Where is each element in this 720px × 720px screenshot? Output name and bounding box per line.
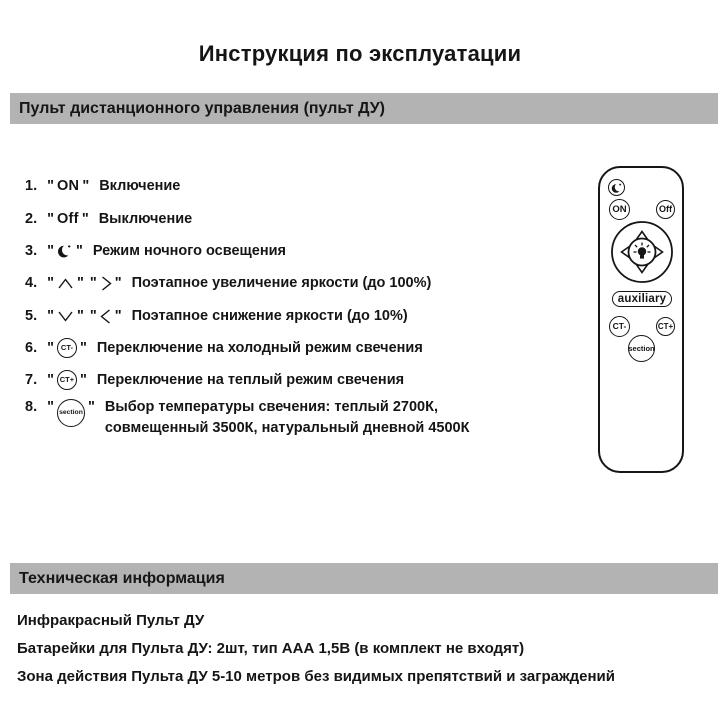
item-number: 7. [25, 372, 38, 388]
item-label: Поэтапное снижение яркости (до 10%) [131, 308, 408, 324]
ct-plus-icon: CT+ [57, 370, 77, 390]
instruction-item-4 [25, 273, 431, 293]
item-number: 5. [25, 308, 38, 324]
item-number: 3. [25, 243, 38, 259]
item-label: Переключение на теплый режим свечения [96, 372, 405, 388]
quote-mark: " [114, 308, 122, 324]
item-label: Выключение [98, 211, 193, 227]
item-label-line2: совмещенный 3500К, натуральный дневной 4500К [104, 420, 470, 436]
item-number: 2. [25, 211, 38, 227]
item-number: 4. [25, 275, 38, 291]
ct-minus-icon: CT- [57, 338, 77, 358]
section-button [628, 335, 655, 362]
quote-mark: " [47, 372, 54, 388]
item-number: 1. [25, 178, 38, 194]
moon-icon [57, 243, 73, 259]
quote-mark: " [47, 399, 54, 415]
instruction-item-3 [25, 241, 286, 261]
quote-mark: " [47, 243, 54, 259]
ct-minus-button-label: CT- [612, 321, 627, 332]
item-label: Поэтапное увеличение яркости (до 100%) [131, 275, 432, 291]
quote-mark: " [75, 243, 83, 259]
quote-mark: " [82, 178, 90, 194]
ct-plus-button [656, 317, 675, 336]
instruction-item-5 [25, 306, 408, 326]
quote-mark: " [79, 372, 87, 388]
ct-plus-button-label: CT+ [657, 321, 674, 331]
section-header-tech-label: Техническая информация [19, 569, 225, 587]
item-number: 8. [25, 399, 38, 415]
section-button-label: section [628, 343, 655, 353]
quote-mark: " [47, 308, 54, 324]
instruction-item-7 [25, 370, 404, 390]
quote-mark: " [47, 275, 54, 291]
on-button-label: ON [612, 203, 627, 215]
section-header-tech [10, 563, 718, 594]
moon-icon [611, 182, 623, 194]
section-icon: section [57, 399, 85, 427]
off-symbol: Off [56, 211, 79, 227]
quote-mark: " [76, 275, 84, 291]
night-mode-button [608, 179, 625, 196]
quote-mark: " [79, 340, 87, 356]
instruction-item-1 [25, 176, 180, 196]
chevron-right-icon [100, 275, 112, 292]
quote-mark: " [76, 308, 84, 324]
off-button [656, 200, 675, 219]
off-button-label: Off [659, 204, 672, 214]
item-label-line1: Выбор температуры свечения: теплый 2700К, [104, 399, 439, 415]
item-number: 6. [25, 340, 38, 356]
quote-mark: " [87, 399, 95, 415]
quote-mark: " [47, 340, 54, 356]
instruction-item-8 [25, 397, 469, 439]
chevron-up-icon [57, 277, 74, 290]
brightness-dpad [611, 221, 673, 283]
chevron-left-icon [100, 308, 112, 325]
quote-mark: " [89, 275, 97, 291]
section-header-remote-label: Пульт дистанционного управления (пульт ДУ) [19, 99, 385, 117]
on-button [609, 199, 630, 220]
remote-control-illustration [598, 166, 684, 473]
chevron-down-icon [57, 310, 74, 323]
auxiliary-button-label: auxiliary [617, 293, 667, 305]
quote-mark: " [81, 211, 89, 227]
on-symbol: ON [56, 178, 80, 194]
tech-line-3: Зона действия Пульта ДУ 5-10 метров без видимых препятствий и заграждений [17, 667, 615, 685]
item-label [105, 397, 470, 439]
section-header-remote [10, 93, 718, 124]
instruction-item-6 [25, 338, 423, 358]
quote-mark: " [47, 178, 54, 194]
tech-line-2: Батарейки для Пульта ДУ: 2шт, тип ААА 1,5В (в комплект не входят) [17, 639, 525, 657]
quote-mark: " [47, 211, 54, 227]
item-label: Включение [99, 178, 181, 194]
page-title: Инструкция по эксплуатации [198, 41, 522, 66]
item-label: Переключение на холодный режим свечения [96, 340, 423, 356]
auxiliary-button [612, 291, 672, 307]
quote-mark: " [114, 275, 122, 291]
item-label: Режим ночного освещения [92, 243, 286, 259]
instruction-item-2 [25, 209, 192, 229]
ct-minus-button [609, 316, 630, 337]
tech-line-1: Инфракрасный Пульт ДУ [17, 611, 205, 629]
quote-mark: " [89, 308, 97, 324]
